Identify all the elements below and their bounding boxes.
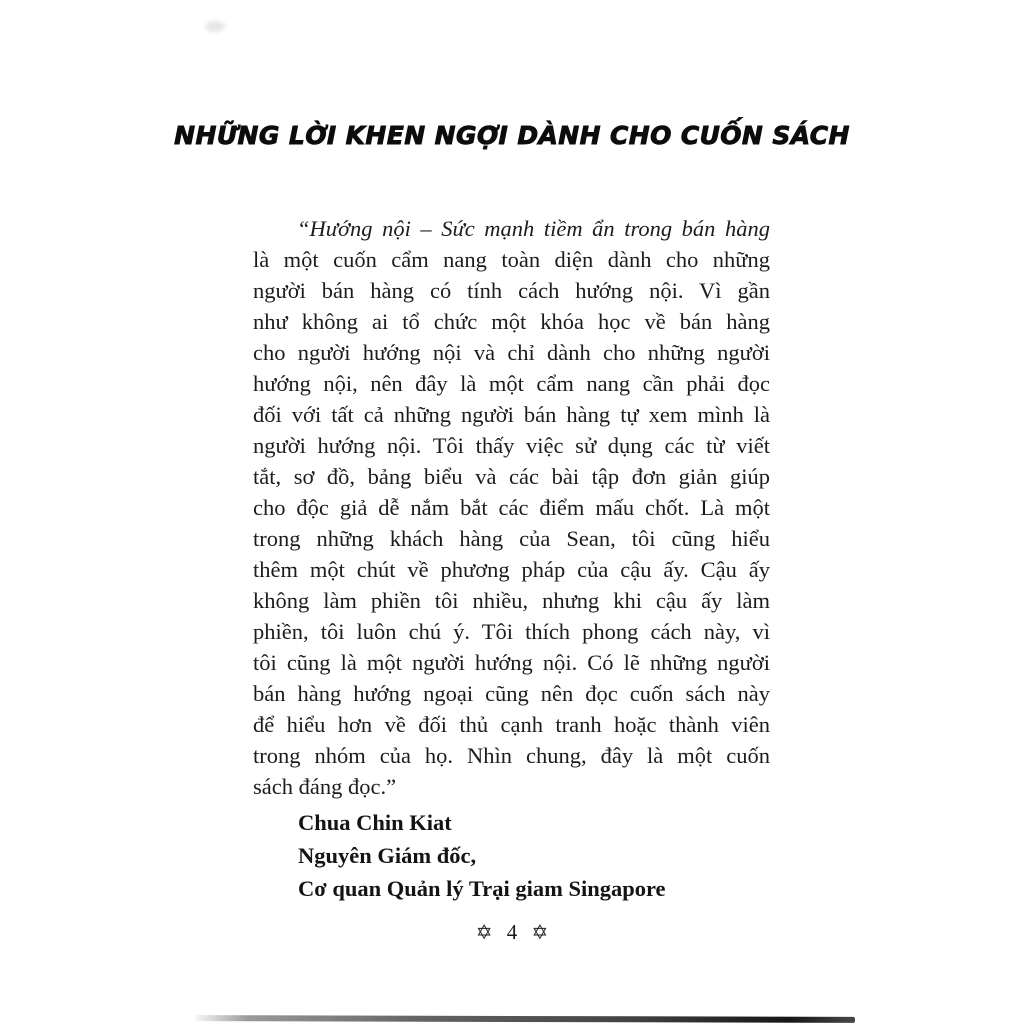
signature-block <box>298 806 666 905</box>
scan-edge-artifact <box>195 1015 855 1023</box>
signature-org: Cơ quan Quản lý Trại giam Singapore <box>298 876 666 901</box>
footer-star-right-icon: ✡ <box>531 922 549 944</box>
praise-quote-paragraph <box>253 213 770 802</box>
quote-line-01: “Hướng nội – Sức mạnh tiềm ẩn trong bán hàng <box>297 216 770 241</box>
quote-line-12: thêm một chút về phương pháp của cậu ấy. Cậu ấy <box>253 557 770 582</box>
page-title: NHỮNG LỜI KHEN NGỢI DÀNH CHO CUỐN SÁCH <box>174 121 850 150</box>
quote-line-17: để hiểu hơn về đối thủ cạnh tranh hoặc thành viên <box>253 712 770 737</box>
quote-line-18: trong nhóm của họ. Nhìn chung, đây là một cuốn <box>253 743 770 768</box>
quote-line-03: người bán hàng có tính cách hướng nội. Vì gần <box>253 278 770 303</box>
quote-line-04: như không ai tổ chức một khóa học về bán hàng <box>253 309 770 334</box>
quote-line-15: tôi cũng là một người hướng nội. Có lẽ những người <box>253 650 770 675</box>
quote-line-08: người hướng nội. Tôi thấy việc sử dụng các từ viết <box>253 433 770 458</box>
quote-line-09: tắt, sơ đồ, bảng biểu và các bài tập đơn giản giúp <box>253 464 770 489</box>
quote-line-02: là một cuốn cẩm nang toàn diện dành cho những <box>253 247 770 272</box>
quote-line-05: cho người hướng nội và chỉ dành cho những người <box>253 340 770 365</box>
quote-line-13: không làm phiền tôi nhiều, nhưng khi cậu ấy làm <box>253 588 770 613</box>
signature-role: Nguyên Giám đốc, <box>298 843 477 868</box>
quote-line-14: phiền, tôi luôn chú ý. Tôi thích phong cách này, vì <box>253 619 770 644</box>
scan-smudge-artifact <box>205 21 225 32</box>
footer-star-left-icon: ✡ <box>475 922 493 944</box>
quote-line-16: bán hàng hướng ngoại cũng nên đọc cuốn sách này <box>253 681 770 706</box>
quote-line-10: cho độc giả dễ nắm bắt các điểm mấu chốt. Là một <box>253 495 770 520</box>
quote-line-06: hướng nội, nên đây là một cẩm nang cần phải đọc <box>253 371 770 396</box>
quote-line-07: đối với tất cả những người bán hàng tự xem mình là <box>253 402 770 427</box>
page-footer <box>0 920 1024 945</box>
quote-line-11: trong những khách hàng của Sean, tôi cũng hiểu <box>253 526 770 551</box>
page-number: 4 <box>506 920 518 944</box>
signature-name: Chua Chin Kiat <box>298 810 452 835</box>
quote-line-19: sách đáng đọc.” <box>253 774 397 799</box>
